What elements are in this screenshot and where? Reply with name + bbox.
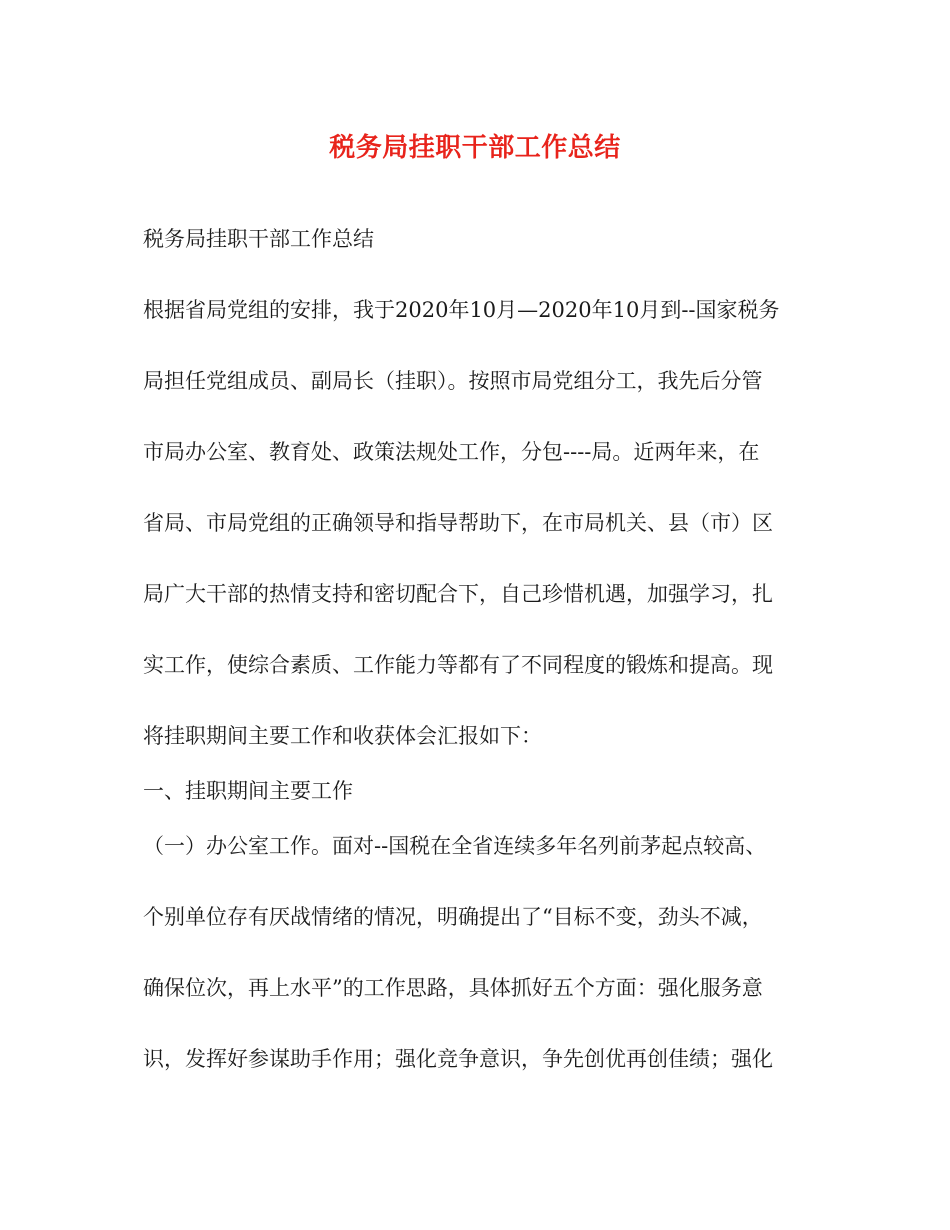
paragraph-line: 市局办公室、教育处、政策法规处工作，分包----局。近两年来，在 <box>143 440 760 464</box>
paragraph-line: 确保位次，再上水平”的工作思路，具体抓好五个方面：强化服务意 <box>143 976 763 1000</box>
paragraph-line: 局广大干部的热情支持和密切配合下，自己珍惜机遇，加强学习，扎 <box>143 582 773 606</box>
paragraph-line: （一）办公室工作。面对--国税在全省连续多年名列前茅起点较高、 <box>143 834 767 858</box>
paragraph-line: 局担任党组成员、副局长（挂职）。按照市局党组分工，我先后分管 <box>143 369 763 393</box>
paragraph-line: 将挂职期间主要工作和收获体会汇报如下： <box>143 724 542 748</box>
section-heading: 一、挂职期间主要工作 <box>143 779 353 803</box>
paragraph-line: 省局、市局党组的正确领导和指导帮助下，在市局机关、县（市）区 <box>143 511 773 535</box>
paragraph-line: 税务局挂职干部工作总结 <box>143 227 374 251</box>
paragraph-line: 实工作，使综合素质、工作能力等都有了不同程度的锻炼和提高。现 <box>143 653 773 677</box>
document-title: 税务局挂职干部工作总结 <box>329 133 621 163</box>
paragraph-line: 个别单位存有厌战情绪的情况，明确提出了“目标不变，劲头不减， <box>143 905 763 929</box>
paragraph-line: 识，发挥好参谋助手作用；强化竞争意识，争先创优再创佳绩；强化 <box>143 1047 773 1071</box>
paragraph-line: 根据省局党组的安排，我于2020年10月—2020年10月到--国家税务 <box>143 298 780 322</box>
